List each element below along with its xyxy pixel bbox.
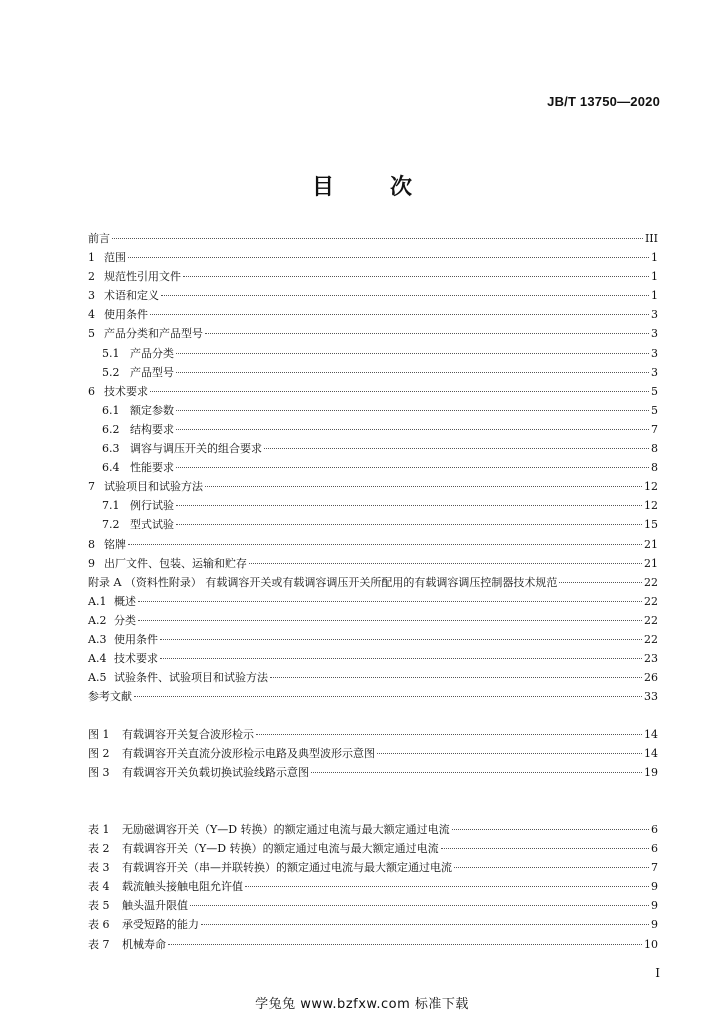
toc-entry-number: A.3: [88, 632, 107, 646]
toc-entry-label: 出厂文件、包装、运输和贮存: [104, 556, 247, 570]
toc-entry[interactable]: [88, 382, 658, 401]
toc-entry-label: 技术要求: [104, 384, 148, 398]
toc-leader-dots: [205, 332, 649, 334]
toc-entry-number: 6.3: [102, 442, 120, 456]
toc-leader-dots: [138, 619, 642, 621]
toc-entry[interactable]: [88, 649, 658, 668]
toc-entry-label: 铭牌: [104, 537, 126, 551]
toc-entry-page: 14: [644, 747, 658, 761]
toc-leader-dots: [245, 885, 649, 887]
toc-entry-label: 附录 A （资料性附录） 有载调容开关或有载调容调压开关所配用的有载调容调压控制器技术规范: [88, 575, 558, 589]
toc-entry[interactable]: [88, 935, 658, 954]
page-number: I: [655, 966, 660, 980]
title-part1: 目: [311, 175, 334, 200]
toc-entry-page: 12: [644, 480, 658, 494]
toc-leader-dots: [176, 523, 642, 525]
toc-entry-number: A.4: [88, 652, 107, 666]
toc-entry[interactable]: [88, 554, 658, 573]
toc-entry-number: 5.2: [102, 365, 120, 379]
toc-entry-label: 有载调容开关（Y—D 转换）的额定通过电流与最大额定通过电流: [122, 842, 439, 856]
toc-entry-number: 1: [88, 251, 95, 265]
toc-entry[interactable]: [88, 401, 658, 420]
toc-entry-number: 7.1: [102, 499, 120, 513]
toc-entry-label: 结构要求: [130, 422, 174, 436]
toc-entry-page: 8: [651, 461, 658, 475]
toc-entry-label: 技术要求: [114, 652, 158, 666]
toc-leader-dots: [176, 466, 649, 468]
toc-leader-dots: [377, 752, 642, 754]
toc-entry-label: 有载调容开关直流分波形检示电路及典型波形示意图: [122, 747, 375, 761]
toc-entry-label: 试验条件、试验项目和试验方法: [114, 671, 268, 685]
toc-leader-dots: [168, 943, 642, 945]
toc-entry-page: III: [644, 232, 658, 245]
toc-entry-page: 26: [644, 671, 658, 685]
toc-table-list: [88, 820, 658, 954]
toc-leader-dots: [270, 676, 642, 678]
toc-leader-dots: [176, 409, 649, 411]
toc-leader-dots: [176, 504, 642, 506]
toc-leader-dots: [205, 485, 642, 487]
toc-entry-number: 图 2: [88, 747, 110, 761]
toc-entry-number: 6.4: [102, 461, 120, 475]
toc-entry-number: A.2: [88, 613, 107, 627]
toc-entry[interactable]: [88, 668, 658, 687]
toc-figure-list: [88, 725, 658, 782]
toc-entry[interactable]: [88, 324, 658, 343]
toc-leader-dots: [264, 447, 649, 449]
toc-entry-page: 12: [644, 499, 658, 513]
toc-entry-number: 表 7: [88, 937, 110, 951]
toc-leader-dots: [190, 904, 649, 906]
toc-leader-dots: [160, 638, 642, 640]
toc-entry[interactable]: [88, 496, 658, 515]
toc-entry-page: 1: [651, 251, 658, 265]
toc-entry-page: 22: [644, 613, 658, 627]
toc-entry-number: 图 3: [88, 766, 110, 780]
toc-entry[interactable]: [88, 477, 658, 496]
toc-entry-label: 无励磁调容开关（Y—D 转换）的额定通过电流与最大额定通过电流: [122, 823, 450, 836]
toc-leader-dots: [176, 428, 649, 430]
toc-entry[interactable]: [88, 573, 658, 592]
toc-entry-label: 分类: [114, 613, 136, 627]
toc-leader-dots: [201, 923, 649, 925]
toc-entry-label: 参考文献: [88, 690, 132, 704]
toc-entry-page: 33: [644, 690, 658, 704]
toc-leader-dots: [249, 562, 642, 564]
toc-entry-number: 6.1: [102, 403, 120, 417]
toc-entry[interactable]: [88, 725, 658, 744]
toc-entry[interactable]: [88, 363, 658, 382]
toc-entry[interactable]: [88, 915, 658, 934]
toc-entry-page: 6: [651, 842, 658, 856]
toc-entry-label: 例行试验: [130, 499, 174, 513]
toc-leader-dots: [559, 581, 642, 583]
toc-entry[interactable]: [88, 439, 658, 458]
toc-entry-page: 9: [651, 880, 658, 894]
toc-entry[interactable]: [88, 515, 658, 534]
toc-entry-page: 1: [651, 270, 658, 284]
doc-number: JB/T 13750—2020: [547, 94, 660, 109]
toc-leader-dots: [128, 543, 642, 545]
toc-entry-page: 3: [651, 327, 658, 341]
toc-entry-page: 8: [651, 442, 658, 456]
toc-entry-page: 1: [651, 289, 658, 303]
toc-entry[interactable]: [88, 286, 658, 305]
toc-leader-dots: [161, 294, 649, 296]
toc-entry[interactable]: [88, 877, 658, 896]
toc-entry-label: 前言: [88, 232, 110, 245]
toc-entry-number: 图 1: [88, 728, 110, 741]
toc-entry-number: 5: [88, 327, 95, 341]
toc-entry-page: 10: [644, 937, 658, 951]
toc-entry-number: 8: [88, 537, 95, 551]
toc-entry[interactable]: [88, 229, 658, 248]
toc-entry-label: 规范性引用文件: [104, 270, 181, 284]
toc-entry-number: 9: [88, 556, 95, 570]
toc-entry-page: 9: [651, 899, 658, 913]
toc-entry-label: 载流触头接触电阻允许值: [122, 880, 243, 894]
toc-entry-number: 6: [88, 384, 95, 398]
toc-entry-label: 有载调容开关复合波形检示: [122, 728, 254, 741]
toc-entry-label: 额定参数: [130, 403, 174, 417]
toc-entry-number: 表 1: [88, 823, 110, 836]
toc-entry-number: 4: [88, 308, 95, 322]
toc-leader-dots: [311, 771, 642, 773]
toc-entry-page: 7: [651, 861, 658, 875]
toc-entry-page: 6: [651, 823, 658, 836]
toc-entry-page: 15: [644, 518, 658, 532]
toc-entry-page: 9: [651, 918, 658, 932]
toc-entry-label: 概述: [114, 594, 136, 608]
toc-entry-number: 3: [88, 289, 95, 303]
toc-entry-label: 有载调容开关（串—并联转换）的额定通过电流与最大额定通过电流: [122, 861, 452, 875]
toc-entry-label: 使用条件: [114, 632, 158, 646]
toc-entry-page: 3: [651, 346, 658, 360]
toc-leader-dots: [452, 828, 649, 830]
toc-entry[interactable]: [88, 305, 658, 324]
toc-entry-label: 型式试验: [130, 518, 174, 532]
toc-entry-page: 5: [651, 403, 658, 417]
toc-entry-page: 3: [651, 365, 658, 379]
toc-entry-page: 21: [644, 556, 658, 570]
toc-leader-dots: [128, 256, 649, 258]
toc-entry[interactable]: [88, 420, 658, 439]
toc-entry-page: 14: [644, 728, 658, 741]
toc-entry[interactable]: [88, 839, 658, 858]
toc-leader-dots: [256, 733, 642, 735]
toc-entry[interactable]: [88, 248, 658, 267]
toc-entry-label: 产品分类和产品型号: [104, 327, 203, 341]
toc-leader-dots: [454, 866, 649, 868]
toc-entry-number: 表 6: [88, 918, 110, 932]
toc-entry-page: 19: [644, 766, 658, 780]
toc-leader-dots: [176, 371, 649, 373]
toc-entry-page: 7: [651, 422, 658, 436]
toc-leader-dots: [150, 313, 649, 315]
toc-entry[interactable]: [88, 744, 658, 763]
toc-leader-dots: [138, 600, 642, 602]
toc-entry-page: 5: [651, 384, 658, 398]
toc-entry[interactable]: [88, 687, 658, 706]
toc-leader-dots: [176, 352, 649, 354]
toc-entry[interactable]: [88, 344, 658, 363]
toc-entry-number: 7.2: [102, 518, 120, 532]
toc-entry[interactable]: [88, 592, 658, 611]
toc-entry-label: 机械寿命: [122, 937, 166, 951]
toc-entry-number: 表 5: [88, 899, 110, 913]
toc-entry-number: 6.2: [102, 422, 120, 436]
toc-entry-number: A.5: [88, 671, 107, 685]
toc-entry-label: 有载调容开关负载切换试验线路示意图: [122, 766, 309, 780]
toc-leader-dots: [441, 847, 649, 849]
title-part2: 次: [390, 175, 413, 200]
toc-entry-label: 触头温升限值: [122, 899, 188, 913]
toc-leader-dots: [134, 695, 642, 697]
toc-entry-label: 调容与调压开关的组合要求: [130, 442, 262, 456]
toc-leader-dots: [183, 275, 649, 277]
toc-entry[interactable]: [88, 896, 658, 915]
toc-entry-number: 表 3: [88, 861, 110, 875]
page-title: [0, 170, 724, 201]
toc-main-list: [88, 229, 658, 706]
toc-entry-number: 7: [88, 480, 95, 494]
toc-entry[interactable]: [88, 611, 658, 630]
toc-entry-page: 21: [644, 537, 658, 551]
toc-entry[interactable]: [88, 630, 658, 649]
toc-leader-dots: [160, 657, 642, 659]
toc-entry-page: 3: [651, 308, 658, 322]
toc-leader-dots: [112, 237, 643, 239]
toc-entry-number: A.1: [88, 594, 107, 608]
toc-entry-page: 22: [644, 575, 658, 589]
toc-entry[interactable]: [88, 267, 658, 286]
toc-entry[interactable]: [88, 858, 658, 877]
toc-entry-number: 表 4: [88, 880, 110, 894]
toc-entry-label: 范围: [104, 251, 126, 265]
toc-entry-page: 22: [644, 632, 658, 646]
toc-entry-page: 23: [644, 652, 658, 666]
toc-entry-page: 22: [644, 594, 658, 608]
toc-leader-dots: [150, 390, 649, 392]
watermark-footer: 学兔兔 www.bzfxw.com 标准下载: [255, 997, 469, 1012]
toc-entry-label: 产品型号: [130, 365, 174, 379]
toc-entry-label: 性能要求: [130, 461, 174, 475]
toc-entry-label: 术语和定义: [104, 289, 159, 303]
toc-entry-label: 使用条件: [104, 308, 148, 322]
toc-entry-number: 表 2: [88, 842, 110, 856]
toc-entry[interactable]: [88, 763, 658, 782]
toc-entry[interactable]: [88, 535, 658, 554]
toc-entry[interactable]: [88, 458, 658, 477]
toc-entry-label: 试验项目和试验方法: [104, 480, 203, 494]
toc-entry-label: 产品分类: [130, 346, 174, 360]
toc-entry-number: 2: [88, 270, 95, 284]
toc-entry-number: 5.1: [102, 346, 120, 360]
toc-entry-label: 承受短路的能力: [122, 918, 199, 932]
toc-entry[interactable]: [88, 820, 658, 839]
